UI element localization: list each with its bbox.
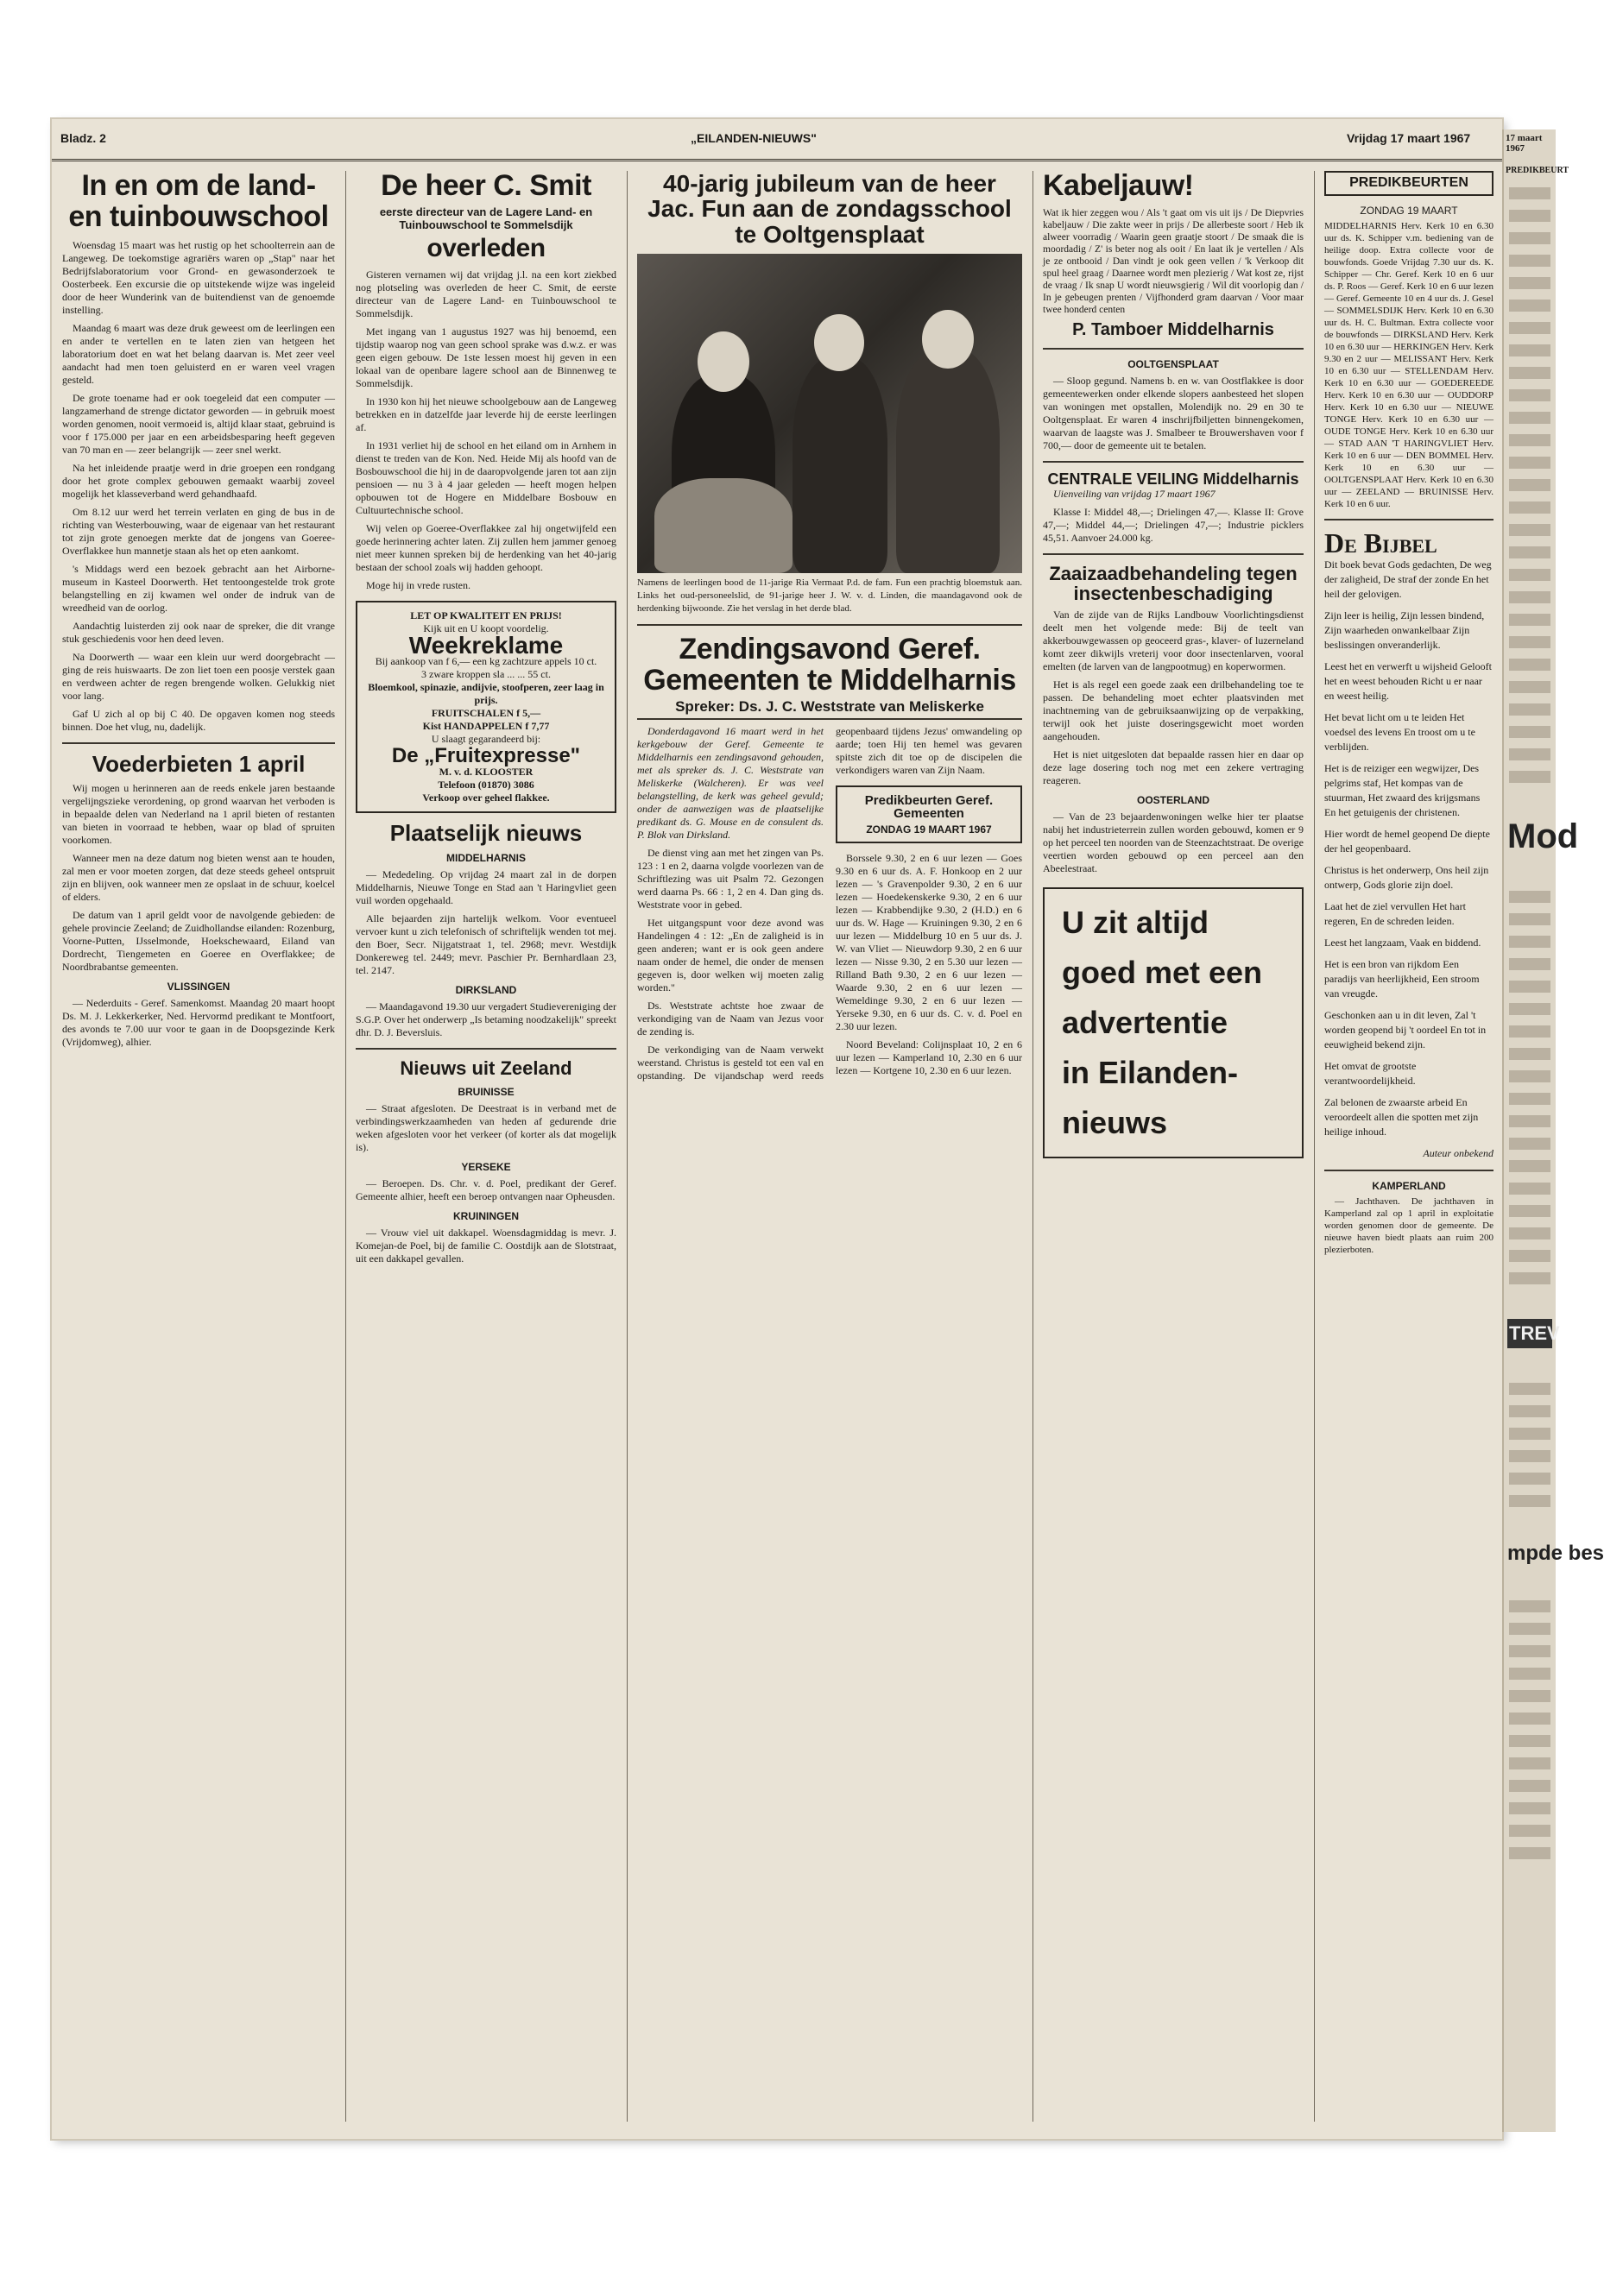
article-paragraph: — Sloop gegund. Namens b. en w. van Oostflakkee is door gemeentewerken onder elkende slopers aanbesteed het slopen van woningen met opstallen, Molendijk no. 29 en 30 te Ooltgensplaat. Er waren 4 inschrijfbiljetten binnengekomen, waarvan de laagste was J. Smalbeer te Brouwershaven voor f 700,— door de gemeente uit te betalen. (1043, 374, 1304, 451)
article-paragraph: Na Doorwerth — waar een klein uur werd doorgebracht — ging de reis huiswaarts. De zon liet toen een poosje verstek gaan en verdween achter de regen brengende wolken. Gelukkig niet voor lang. (62, 651, 335, 703)
ad-owner: M. v. d. KLOOSTER (439, 766, 534, 779)
ad-line: in Eilanden- (1062, 1054, 1239, 1090)
article-paragraph: Het is niet uitgesloten dat bepaalde rassen hier en daar op deze lage dosering toch nog met een zekere vertraging reageren. (1043, 747, 1304, 786)
section-head-bruinisse: BRUINISSE (458, 1085, 515, 1098)
article-paragraph: Donderdagavond 16 maart werd in het kerkgebouw der Geref. Gemeente te Middelharnis een zendingsavond gehouden, met als spreker ds. J. C. Weststrate van Meliskerke (Walcheren). Er was veel belangstelling, de kerk was geheel gevuld; onder de aanwezigen was de plaatselijke predikant ds. G. Mouse en de consulent ds. P. Blok van Dirksland. (637, 724, 824, 841)
ad-line: FRUITSCHALEN f 5,— (431, 707, 541, 720)
bijbel-stanza: Zijn leer is heilig, Zijn lessen bindend, Zijn waarheden onwankelbaar Zijn beslissingen onveranderlijk. (1324, 609, 1485, 652)
advertisement-eilanden-nieuws (1043, 887, 1304, 1158)
ad-line: Kist HANDAPPELEN f 7,77 (422, 720, 550, 733)
headline-kabeljauw: Kabeljauw! (1043, 169, 1194, 202)
predikbeurten-list: MIDDELHARNIS Herv. Kerk 10 en 6.30 uur ds. K. Schipper v.m. bediening van de heilige doop. Extra collecte voor de bouwfonds. Goede Vrijdag 7.30 uur ds. K. Schipper — Chr. Geref. Kerk 10 en 6 uur ds. P. Roos — Geref. Kerk 10 en 6 uur lezen — Geref. Gemeente 10 en 4 uur ds. J. Gesel — SOMMELSDIJK Herv. Kerk 10 en 6.30 uur ds. H. C. Bultman. Extra collecte voor de bouwfonds — DIRKSLAND Herv. Kerk 10 en 6.30 uur — HERKINGEN Herv. Kerk 9.30 en 2 uur — MELISSANT Herv. Kerk 10 en 6.30 uur — STELLENDAM Herv. Kerk 10 en 6.30 uur — GOEDEREEDE Herv. Kerk 10 en 6.30 uur — OUDDORP Herv. Kerk 10 en 6.30 uur — NIEUWE TONGE Herv. Kerk 10 en 6.30 uur — OUDE TONGE Herv. Kerk 10 en 6.30 uur — STAD AAN 'T HARINGVLIET Herv. Kerk 10 en 6 uur — DEN BOMMEL Herv. Kerk 10 en 6.30 uur — OOLTGENSPLAAT Herv. Kerk 10 en 6.30 uur — ZEELAND — BRUINISSE Herv. Kerk 10 en 6 uur. (1324, 220, 1493, 509)
article-paragraph: — Van de 23 bejaardenwoningen welke hier ter plaatse nabij het industrieterrein zullen worden gebouwd, komen er 9 op het perceel ten noorden van de Steenzachtstraat. De overige veertien worden gebouwd op een perceel aan den Abeelestraat. (1043, 810, 1304, 874)
predikbeurten-date: ZONDAG 19 MAART (1360, 204, 1458, 217)
article-paragraph: — Nederduits - Geref. Samenkomst. Maandag 20 maart hoopt Ds. M. J. Lekkerkerker, Ned. Hervormd predikant te Montfoort, des avonds te 7.00 uur voor te gaan in de Doopsgezinde Kerk (Vrijdomweg), alhier. (62, 996, 335, 1048)
article-paragraph: De datum van 1 april geldt voor de navolgende gebieden: de gehele provincie Zeeland; de Zuidhollandse eilanden: Rozenburg, Voorne-Putten, IJsselmonde, Hoekschewaard, Eiland van Dordrecht, Tiengemeten en Goeree en Overflakkee; de Noordbrabantse gemeenten. (62, 908, 336, 973)
article-paragraph: — Vrouw viel uit dakkapel. Woensdagmiddag is mevr. J. Komejan-de Poel, bij de familie C. Oostdijk aan de Slotstraat, uit een dakkapel gevallen. (356, 1226, 616, 1265)
section-head-yerseke: YERSEKE (461, 1160, 511, 1173)
column-1 (62, 171, 335, 1054)
ad-phone: Telefoon (01870) 3086 (438, 779, 534, 792)
bijbel-stanza: Het omvat de grootste verantwoordelijkheid. (1324, 1060, 1417, 1088)
section-head-middelharnis: MIDDELHARNIS (446, 852, 526, 865)
section-head-kruiningen: KRUININGEN (452, 1209, 519, 1222)
article-paragraph: In 1931 verliet hij de school en het eiland om in Arnhem in dienst te treden van de Kon. Ned. Heide Mij als hoofd van de Bosbouwschool die hij in de daaropvolgende jaren tot aan zijn pensioen — nu 3 à 4 jaar geleden — heeft mogen helpen opbouwen tot de Hogere en Middelbare Bosbouw en Cultuurtechnische school. (356, 439, 616, 517)
column-5 (1324, 171, 1493, 1261)
edge-date: 17 maart 1967 (1506, 133, 1543, 154)
headline-voederbieten: Voederbieten 1 april (92, 751, 306, 778)
headline-zaaizaad: Zaaizaadbehandeling tegen insectenbeschadiging (1049, 562, 1298, 604)
section-head-kamperland: KAMPERLAND (1372, 1180, 1446, 1193)
bijbel-stanza: Het bevat licht om u te leiden Het voedsel des levens En troost om u te verblijden. (1324, 711, 1475, 754)
ad-top: LET OP KWALITEIT EN PRIJS! (410, 609, 562, 622)
bijbel-stanza: Het is een bron van rijkdom Een paradijs van heerlijkheid, Een stroom van vreugde. (1324, 958, 1480, 1000)
article-paragraph: Na het inleidende praatje werd in drie groepen een rondgang door het grote complex gebouwen gemaakt waarbij zoveel mogelijk het klasseverband werd gehandhaafd. (62, 462, 335, 501)
article-paragraph: Gaf U zich al op bij C 40. De opgaven komen nog steeds binnen. Doe het vlug, nu, dadelijk. (62, 708, 335, 734)
predikbeurten-geref-head: Predikbeurten Geref. Gemeenten (864, 792, 994, 821)
bijbel-stanza: Zal belonen de zwaarste arbeid En veroordeelt allen die spotten met zijn heilige inhoud. (1324, 1096, 1479, 1139)
bijbel-stanza: Laat het de ziel vervullen Het hart regeren, En de schreden leiden. (1324, 900, 1466, 928)
article-paragraph: Aandachtig luisterden zij ook naar de spreker, die dit vrange stuk geschiedenis voor hen deed leven. (62, 620, 335, 646)
article-paragraph: — Straat afgesloten. De Deestraat is in verband met de verbindingswerkzaamheden van heden af gedurende drie weken afgesloten voor het verkeer (of korter als dat mogelijk is). (356, 1101, 616, 1153)
page-number: Bladz. 2 (60, 131, 106, 145)
ad-note: Verkoop over geheel flakkee. (422, 792, 550, 804)
section-head-vlissingen: VLISSINGEN (167, 980, 230, 993)
article-paragraph: — Mededeling. Op vrijdag 24 maart zal in de dorpen Middelharnis, Nieuwe Tonge en Stad aan 't Haringvliet geen vuil worden opgehaald. (356, 868, 616, 907)
masthead (52, 119, 1502, 161)
article-paragraph: 's Middags werd een bezoek gebracht aan het Airborne-museum in Kasteel Doorwerth. Het tentoongestelde trok grote belangstelling en zij kwamen wel onder de indruk van de wreedheid van de oorlog. (62, 563, 335, 615)
ad-line: U zit altijd (1062, 904, 1209, 940)
column-3 (637, 171, 1022, 1082)
article-paragraph: In 1930 kon hij het nieuwe schoolgebouw aan de Langeweg betrekken en in datzelfde jaar leverde hij de eerste leerlingen af. (356, 395, 616, 434)
headline-predikbeurten: PREDIKBEURTEN (1349, 175, 1468, 190)
headline-de-bijbel: De Bijbel (1324, 527, 1437, 558)
column-rule (1314, 171, 1315, 2122)
subheadline-smit: eerste directeur van de Lagere Land- en Tuinbouwschool te Sommelsdijk (379, 205, 593, 231)
edge-heading: PREDIKBEURT (1506, 166, 1569, 175)
bijbel-stanza: Hier wordt de hemel geopend De diepte der hel geopenbaard. (1324, 828, 1490, 855)
bijbel-stanza: Dit boek bevat Gods gedachten, De weg der zaligheid, De straf der zonde En het heil der gelovigen. (1324, 558, 1492, 601)
kabeljauw-signature: P. Tamboer Middelharnis (1072, 319, 1274, 339)
ad-line: advertentie (1062, 1004, 1228, 1040)
adjoining-page-edge (1502, 129, 1604, 2132)
article-paragraph: De verkondiging van de Naam verwekt weerstand. Christus is gesteld tot een val en opstanding. De vijandschap werd reeds geopenbaard tijdens Jezus' omwandeling op aarde; toen Hij ten hemel was gevaren spitste zich dit toe op de discipelen die verkondigers waren van Zijn Naam. (637, 724, 1022, 1082)
photo-jubileum (637, 254, 1022, 573)
bijbel-stanza: Leest het langzaam, Vaak en biddend. (1324, 937, 1481, 949)
article-paragraph: De dienst ving aan met het zingen van Ps. 123 : 1 en 2, daarna volgde voorlezen van de Schriftlezing was uit Psalm 72. Gezongen werd daarna Ps. 66 : 1, 2 en 4. Dan ging ds. Weststrate voor in gebed. (637, 846, 824, 911)
bijbel-stanza: Geschonken aan u in dit leven, Zal 't worden geopend bij 't oordeel En tot in eeuwigheid bekend zijn. (1324, 1009, 1487, 1051)
article-paragraph: Alle bejaarden zijn hartelijk welkom. Voor eventueel vervoer kunt u zich telefonisch of schriftelijk wenden tot mej. den Boer, Secr. Nijgatstraat 1, tel. 2968; mevr. Westdijk Donkereweg tel. 2449; mevr. Paschier Pr. Bernhardlaan 23, tel. 2147. (356, 912, 616, 977)
headline-nieuws-uit-zeeland: Nieuws uit Zeeland (400, 1057, 572, 1080)
advertisement-fruitexpresse (356, 601, 616, 813)
bijbel-stanza: Het is de reiziger een wegwijzer, Des pelgrims staf, Het kompas van de stuurman, Het zwaard des krijgsmans En het getuigenis der christenen. (1324, 762, 1481, 819)
article-paragraph: Ds. Weststrate achtste hoe zwaar de verkondiging van de Naam van Jezus voor de zending is. (637, 999, 824, 1038)
article-paragraph: — Beroepen. Ds. Chr. v. d. Poel, predikant der Geref. Gemeente alhier, heeft een beroep ontvangen naar Opheusden. (356, 1176, 616, 1202)
article-paragraph: De grote toename had er ook toegeleid dat een computer — langzamerhand de strenge dictator geworden — in gebruik moest worden genomen, nooit vermoeid is, altijd klaar staat, gebruind is voor f 175.000 per jaar en een arbeidsbesparing heeft gegeven van 70 man en — zeer belangrijk — zeer snel werkt. (62, 392, 335, 457)
headline-zendingsavond: Zendingsavond Geref. Gemeenten te Middelharnis (643, 633, 1016, 697)
headline-overleden: overleden (426, 233, 546, 262)
headline-plaatselijk-nieuws: Plaatselijk nieuws (389, 820, 583, 847)
bijbel-author: Auteur onbekend (1423, 1147, 1493, 1160)
kabeljauw-poem: Wat ik hier zeggen wou / Als 't gaat om vis uit ijs / De Diepvries kabeljauw / Die zakte weer in prijs / De allerbeste soort / Heb ik alweer voorradig / Waarin geen graatje stoort / De smaak die is moordadig / Z' is beter nog als ooit / En laat ik je vertellen / Als je ze ontbooid / Dan vindt je ook geen vellen / 'k Verkoop dit spul heel graag / Daarnee wordt men plezierig / Wat kost ze, rijst de vraag / Ik snap U wordt nieuwsgierig / Wil dit voorlopig dan / In je gebeugen prenten / Vijfhonderd gram daarvan / Voor maar twee honderd centen (1043, 207, 1304, 315)
column-4 (1043, 171, 1304, 1167)
section-head-oosterland: OOSTERLAND (1137, 793, 1209, 806)
article-paragraph: Van de zijde van de Rijks Landbouw Voorlichtingsdienst deelt men het volgende mede: Bij de teelt van akkerbouwgewassen op geoceerd gras-, klaver- of luzerneland komt zeer dikwijls vreterij voor door insectenlarven, vooral emelten (de larven van de langpootmug) en koperwormen. (1043, 608, 1304, 672)
ad-line: 3 zware kroppen sla ... ... 55 ct. (421, 668, 551, 681)
article-paragraph: — Jachthaven. De jachthaven in Kamperland zal op 1 april in exploitatie worden genomen door de gemeente. De nieuwe haven biedt plaats aan ruim 200 plezierboten. (1324, 1196, 1493, 1256)
ad-line: goed met een (1062, 954, 1263, 990)
article-paragraph: Wij mogen u herinneren aan de reeds enkele jaren bestaande vergelijngszieke verordening, op grond waarvan het verboden is in bepaalde delen van Nederland na 1 april bieten of restanten van bieten in voorraad te hebben, waar op blad of spruiten voorkomen. (62, 781, 335, 846)
issue-date: Vrijdag 17 maart 1967 (1347, 131, 1471, 145)
headline-smit: De heer C. Smit (381, 169, 591, 202)
article-paragraph: Met ingang van 1 augustus 1927 was hij benoemd, een tijdstip waarop nog van geen school sprake was d.w.z. er was geen eigen gebouw. De 1ste lessen moest hij geven in een lokaal van de openbare lagere school aan de Binnenweg te Sommelsdijk. (356, 325, 616, 390)
article-paragraph: Borssele 9.30, 2 en 6 uur lezen — Goes 9.30 en 6 uur ds. A. F. Honkoop en 2 uur lezen — 's Gravenpolder 9.30, 2 en 6 uur lezen — Hoedekenskerke 9.30, 2 en 6 uur lezen — Krabbendijke 9.30, 2 (H.D.) en 6 uur ds. W. Hage — Kruiningen 9.30, 2 en 6 uur lezen — Middelburg 10 en 5 uur ds. J. W. van Vliet — Nieuwdorp 9.30, 2 en 6 uur lezen — Nisse 9.30, 2 en 5.30 uur lezen — Rilland Bath 9.30, 2 en 6 uur lezen — Waarde 9.30, 2 en 6 uur lezen — Wemeldinge 9.30, 2 en 6 uur lezen — Yerseke 9.30, en 6 uur ds. C. v. d. Poel en 2.30 uur lezen. (836, 851, 1022, 1032)
article-paragraph: Wanneer men na deze datum nog bieten wenst aan te houden, zal men er voor moeten zorgen, dat deze steeds geheel ontspruit zijn en blijven, ook wanneer men ze opslaat in de schuur, koelcel of elders. (62, 851, 335, 903)
column-rule (627, 171, 628, 2122)
bijbel-poem (1324, 558, 1493, 1161)
edge-ad-fragment: TREV (1507, 1319, 1552, 1348)
article-paragraph: Woensdag 15 maart was het rustig op het schoolterrein aan de Langeweg. De toekomstige agrariërs waren op „Stap" naar het Bedrijfslaboratorium voor Grond- en gewasonderzoek te Oosterbeek. Een excursie die op uitstekende wijze was ingeleid door de heer Wunderink van de buitendienst van de genoemde instelling. (62, 239, 335, 317)
article-paragraph: Moge hij in vrede rusten. (366, 579, 470, 592)
column-rule (345, 171, 346, 2122)
article-paragraph: Het uitgangspunt voor deze avond was Handelingen 4 : 12: „En de zaligheid is in geen anderen; want er is ook geen andere naam onder de hemel, die onder de mensen gegeven is, door welken wij moeten zalig worden." (637, 916, 824, 993)
article-paragraph: Gisteren vernamen wij dat vrijdag j.l. na een kort ziekbed nog plotseling was overleden de heer C. Smit, de eerste directeur van de Lagere Land- en Tuinbouwschool te Sommelsdijk. (356, 268, 616, 320)
bijbel-stanza: Christus is het onderwerp, Ons heil zijn ontwerp, Gods glorie zijn doel. (1324, 864, 1489, 892)
bijbel-stanza: Leest het en verwerft u wijsheid Gelooft het en weest behouden Richt u er naar en weest heilig. (1324, 660, 1492, 703)
headline-jubileum: 40-jarig jubileum van de heer Jac. Fun aan de zondagsschool te Ooltgensplaat (647, 170, 1012, 248)
headline-centrale-veiling: CENTRALE VEILING Middelharnis (1047, 470, 1299, 488)
article-paragraph: Het is als regel een goede zaak een drilbehandeling toe te passen. De behandeling moet echter plaatsvinden met inachtneming van de gebruiksaanwijzing op de verpakking, terwijl ook het juiste doseringsgewicht moet worden aangehouden. (1043, 678, 1304, 742)
article-paragraph: — Maandagavond 19.30 uur vergadert Studievereniging der S.G.P. Over het onderwerp „Is betaming noodzakelijk" spreekt dhr. D. J. Beversluis. (356, 1000, 616, 1039)
newspaper-title: „EILANDEN-NIEUWS" (691, 131, 817, 145)
edge-ad-fragment: Mod (1507, 817, 1579, 855)
predikbeurten-geref-date: ZONDAG 19 MAART 1967 (866, 823, 992, 836)
section-head-ooltgensplaat: OOLTGENSPLAAT (1127, 357, 1219, 370)
headline-tuinbouwschool: In en om de land- en tuinbouwschool (68, 169, 329, 233)
ad-line: Kijk uit en U koopt voordelig. (423, 622, 549, 635)
speaker-line: Spreker: Ds. J. C. Weststrate van Meliskerke (675, 697, 984, 715)
newspaper-page (52, 119, 1502, 2139)
edge-ad-fragment: mpde bes (1507, 1542, 1604, 1565)
ad-line: nieuws (1062, 1104, 1168, 1140)
ad-title: Weekreklame (408, 632, 564, 659)
article-paragraph: Maandag 6 maart was deze druk geweest om de leerlingen een en ander te vertellen en te laten zien van hetgeen het laboratorium doet en wat het belang daarvan is. Met zeer veel aandacht had men toen geluisterd en er waren veel vragen gesteld. (62, 322, 335, 387)
article-paragraph: Wij velen op Goeree-Overflakkee zal hij ongetwijfeld een goede herinnering achter laten. Zij zullen hem jammer genoeg niet meer kunnen spreken bij de herdenking van het 40-jarig bestaan der school zoals wij hadden gehoopt. (356, 522, 616, 574)
veiling-date: Uienveiling van vrijdag 17 maart 1967 (1053, 487, 1216, 500)
ad-line: U slaagt gegarandeerd bij: (431, 733, 541, 746)
column-rule (1032, 171, 1033, 2122)
ad-shop-name: De „Fruitexpresse" (391, 744, 581, 768)
photo-caption: Namens de leerlingen bood de 11-jarige Ria Vermaat P.d. de fam. Fun een prachtig bloemstuk aan. Links het oud-personeelslid, de 91-jarige heer J. W. v. d. Linden, die maandagavond ook de herdenking bijwoonde. Zie het verslag in het derde blad. (637, 577, 1022, 615)
ad-line: Bloemkool, spinazie, andijvie, stoofperen, zeer laag in prijs. (368, 681, 604, 707)
article-paragraph: Noord Beveland: Colijnsplaat 10, 2 en 6 uur lezen — Kamperland 10, 2.30 en 6 uur lezen — Kortgene 10, 2.30 en 6 uur lezen. (836, 1038, 1022, 1076)
column-2 (356, 171, 616, 1271)
ad-line: Bij aankoop van f 6,— een kg zachtzure appels 10 ct. (375, 655, 597, 668)
veiling-prices: Klasse I: Middel 48,—; Drielingen 47,—. Klasse II: Grove 47,—; Middel 44,—; Drielingen 47,—; Industrie picklers 45,51. Aanvoer 24.000 kg. (1043, 505, 1304, 544)
article-paragraph: Om 8.12 uur werd het terrein verlaten en ging de bus in de richting van Westerbouwing, waar de eigenaar van het restaurant tot zijn grote genoegen merkte dat de jongens van Goeree-Overflakkee hun mannetje staan als het op eten aankomt. (62, 506, 335, 558)
section-head-dirksland: DIRKSLAND (455, 984, 517, 997)
